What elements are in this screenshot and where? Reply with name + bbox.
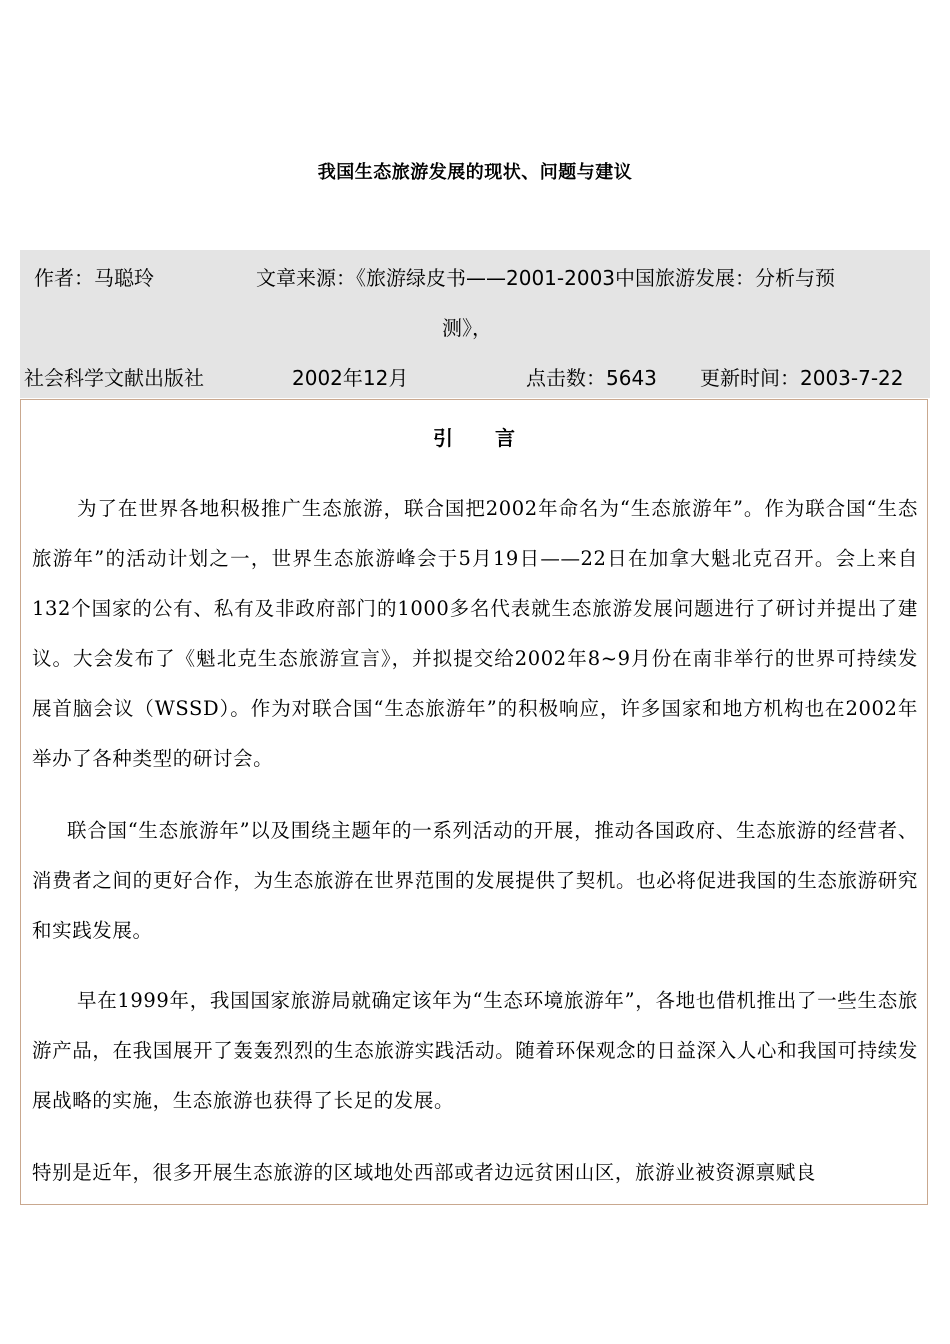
update-time: 更新时间：2003-7-22 [700,366,904,390]
document-title: 我国生态旅游发展的现状、问题与建议 [317,162,633,183]
article-source-continued: 测》， [442,316,492,340]
click-count: 点击数：5643 [526,366,657,390]
publisher: 社会科学文献出版社 [24,366,204,390]
paragraph: 特别是近年，很多开展生态旅游的区域地处西部或者边远贫困山区，旅游业被资源禀赋良 [32,1161,816,1184]
article-meta-block [20,250,930,398]
section-heading: 引言 [433,426,557,450]
paragraph: 早在1999年，我国国家旅游局就确定该年为“生态环境旅游年”，各地也借机推出了一些生态旅游产品，在我国展开了轰轰烈烈的生态旅游实践活动。随着环保观念的日益深入人心和我国可持续发展战略的实施，生态旅游也获得了长足的发展。 [32,989,918,1112]
paragraph: 为了在世界各地积极推广生态旅游，联合国把2002年命名为“生态旅游年”。作为联合国“生态旅游年”的活动计划之一，世界生态旅游峰会于5月19日——22日在加拿大魁北克召开。会上来自132个国家的公有、私有及非政府部门的1000多名代表就生态旅游发展问题进行了研讨并提出了建议。大会发布了《魁北克生态旅游宣言》，并拟提交给2002年8~9月份在南非举行的世界可持续发展首脑会议（WSSD）。作为对联合国“生态旅游年”的积极响应，许多国家和地方机构也在2002年举办了各种类型的研讨会。 [32,497,918,770]
publish-date: 2002年12月 [292,366,409,390]
article-body [20,399,928,1205]
paragraph: 联合国“生态旅游年”以及围绕主题年的一系列活动的开展，推动各国政府、生态旅游的经营者、消费者之间的更好合作，为生态旅游在世界范围的发展提供了契机。也必将促进我国的生态旅游研究和实践发展。 [32,819,918,942]
article-source: 文章来源：《旅游绿皮书——2001-2003中国旅游发展：分析与预 [256,266,836,290]
author: 作者：马聪玲 [34,266,154,290]
